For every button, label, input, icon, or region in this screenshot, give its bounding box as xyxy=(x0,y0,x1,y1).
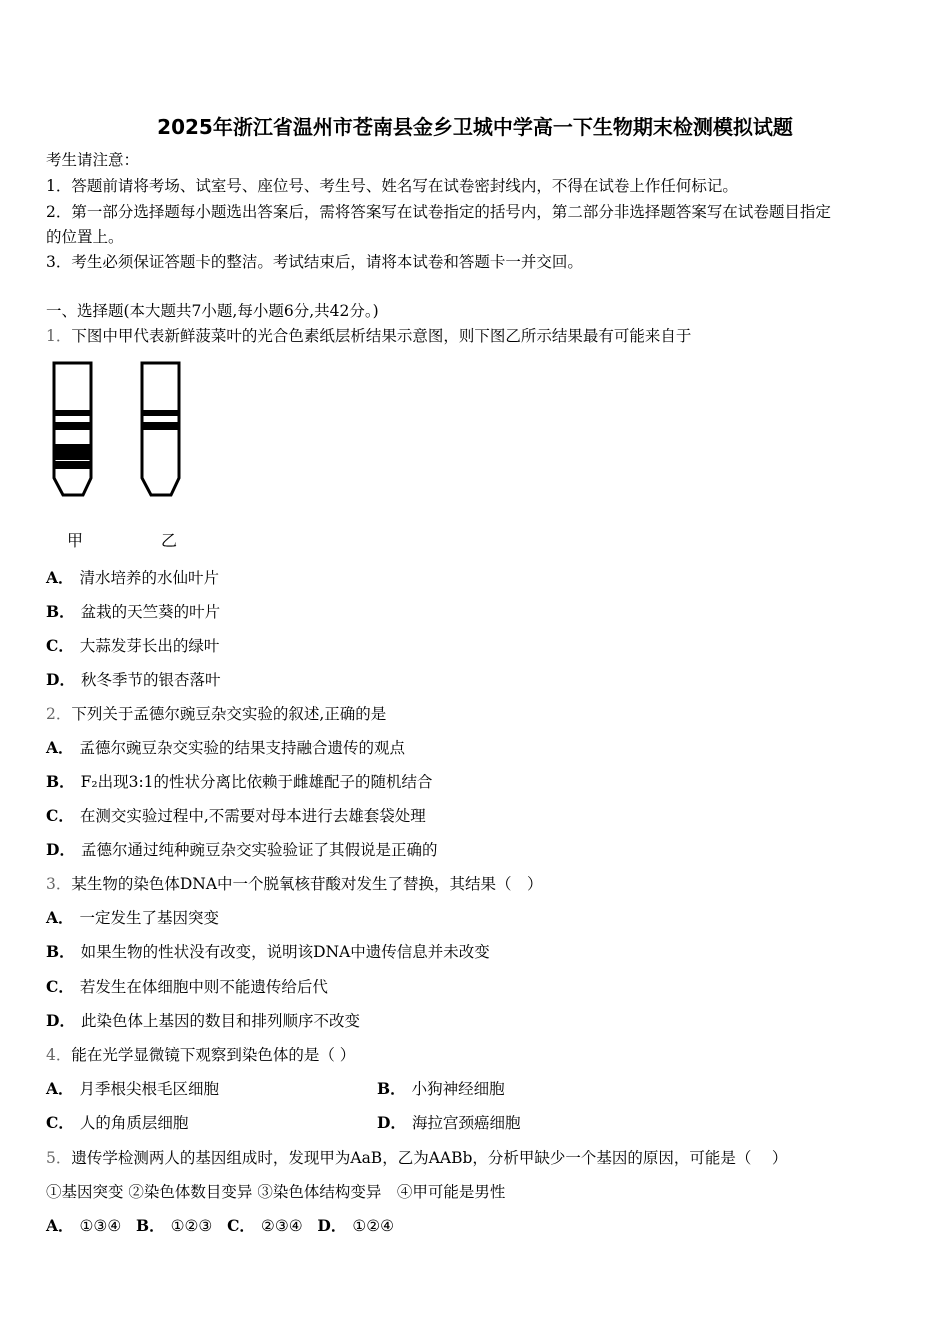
option-key: D． xyxy=(46,1011,75,1030)
option-key: C． xyxy=(46,1113,74,1132)
question-2-stem xyxy=(46,704,386,724)
text: ①③④ xyxy=(79,1217,122,1235)
text: 大蒜发芽长出的绿叶 xyxy=(79,637,220,655)
text: 盆栽的天竺葵的叶片 xyxy=(80,603,221,621)
option-b xyxy=(46,772,433,792)
text: 下列关于孟德尔豌豆杂交实验的叙述,正确的是 xyxy=(71,705,387,723)
option-d xyxy=(46,840,437,860)
option-key: A． xyxy=(46,908,74,927)
option-key: B． xyxy=(46,772,75,791)
band xyxy=(54,422,91,430)
option-key: C． xyxy=(227,1216,255,1235)
option-key: B． xyxy=(46,942,75,961)
option-key: A． xyxy=(46,1216,74,1235)
question-number: 4． xyxy=(46,1046,72,1064)
option-key: A． xyxy=(46,568,74,587)
text: ②③④ xyxy=(260,1217,303,1235)
text: F₂出现3:1的性状分离比依赖于雌雄配子的随机结合 xyxy=(80,773,433,791)
option-b xyxy=(46,602,220,622)
text: 小狗神经细胞 xyxy=(411,1080,505,1098)
text: 人的角质层细胞 xyxy=(79,1114,189,1132)
notice-item: 3．考生必须保证答题卡的整洁。考试结束后，请将本试卷和答题卡一并交回。 xyxy=(46,253,583,271)
band xyxy=(142,422,179,430)
option-a xyxy=(46,1079,219,1099)
text: 月季根尖根毛区细胞 xyxy=(79,1080,220,1098)
question-number: 5． xyxy=(46,1149,72,1167)
text: 遗传学检测两人的基因组成时，发现甲为AaB，乙为AABb，分析甲缺少一个基因的原因，可能是（ ） xyxy=(71,1149,788,1167)
page-title: 2025年浙江省温州市苍南县金乡卫城中学高一下生物期末检测模拟试题 xyxy=(157,115,793,139)
option-b xyxy=(377,1079,505,1099)
question-number: 3． xyxy=(46,875,72,893)
option-d xyxy=(377,1113,520,1133)
option-key: D． xyxy=(46,840,75,859)
band xyxy=(54,410,91,416)
option-key: B． xyxy=(377,1079,406,1098)
option-c xyxy=(46,977,328,997)
figure-label-yi: 乙 xyxy=(161,531,178,550)
question-number: 1． xyxy=(46,327,72,345)
option-c xyxy=(46,636,219,656)
option-key: D． xyxy=(377,1113,406,1132)
band xyxy=(54,461,91,469)
option-key: B． xyxy=(136,1216,165,1235)
option-b xyxy=(46,942,490,962)
text: 清水培养的水仙叶片 xyxy=(79,569,220,587)
option-key: D． xyxy=(317,1216,347,1235)
band xyxy=(54,444,91,460)
text: 能在光学显微镜下观察到染色体的是（ ） xyxy=(71,1046,356,1064)
option-key: A． xyxy=(46,738,74,757)
notice-item: 2．第一部分选择题每小题选出答案后，需将答案写在试卷指定的括号内，第二部分非选择题答案写在试卷题目指定 xyxy=(46,203,831,221)
question-1-stem xyxy=(46,326,691,346)
option-a xyxy=(46,908,219,928)
text: 下图中甲代表新鲜菠菜叶的光合色素纸层析结果示意图，则下图乙所示结果最有可能来自于 xyxy=(71,327,692,345)
section-heading: 一、选择题(本大题共7小题,每小题6分,共42分。) xyxy=(46,302,379,320)
question-3-stem xyxy=(46,874,543,894)
option-a xyxy=(46,738,405,758)
option-c xyxy=(46,1113,188,1133)
text: 在测交实验过程中,不需要对母本进行去雄套袋处理 xyxy=(79,807,426,825)
notice-item: 的位置上。 xyxy=(46,228,124,246)
notice-item: 1．答题前请将考场、试室号、座位号、考生号、姓名写在试卷密封线内，不得在试卷上作任何标记。 xyxy=(46,177,738,195)
option-d xyxy=(46,670,220,690)
text: ①②③ xyxy=(170,1217,213,1235)
text: 如果生物的性状没有改变，说明该DNA中遗传信息并未改变 xyxy=(80,943,490,961)
option-key: C． xyxy=(46,806,74,825)
option-key: D． xyxy=(46,670,75,689)
text: 此染色体上基因的数目和排列顺序不改变 xyxy=(80,1012,360,1030)
notice-heading: 考生请注意： xyxy=(46,151,140,169)
option-c xyxy=(46,806,426,826)
question-4-stem xyxy=(46,1045,355,1065)
option-key: C． xyxy=(46,977,74,996)
question-number: 2． xyxy=(46,705,72,723)
text: 孟德尔通过纯种豌豆杂交实验验证了其假说是正确的 xyxy=(80,841,438,859)
text: ①②④ xyxy=(352,1217,395,1235)
figure-label-jia: 甲 xyxy=(67,531,84,550)
text: 一定发生了基因突变 xyxy=(79,909,220,927)
band xyxy=(142,410,179,416)
text: 某生物的染色体DNA中一个脱氧核苷酸对发生了替换，其结果（ ） xyxy=(71,875,543,893)
option-key: B． xyxy=(46,602,75,621)
option-a xyxy=(46,568,219,588)
chromatography-figure xyxy=(50,360,190,502)
text: 海拉宫颈癌细胞 xyxy=(411,1114,521,1132)
option-key: C． xyxy=(46,636,74,655)
option-key: A． xyxy=(46,1079,74,1098)
text: 若发生在体细胞中则不能遗传给后代 xyxy=(79,978,328,996)
question-5-statements: ①基因突变 ②染色体数目变异 ③染色体结构变异 ④甲可能是男性 xyxy=(46,1183,506,1201)
text: 秋冬季节的银杏落叶 xyxy=(80,671,221,689)
options-row xyxy=(46,1216,394,1236)
option-d xyxy=(46,1011,360,1031)
text: 孟德尔豌豆杂交实验的结果支持融合遗传的观点 xyxy=(79,739,406,757)
question-5-stem xyxy=(46,1148,787,1168)
